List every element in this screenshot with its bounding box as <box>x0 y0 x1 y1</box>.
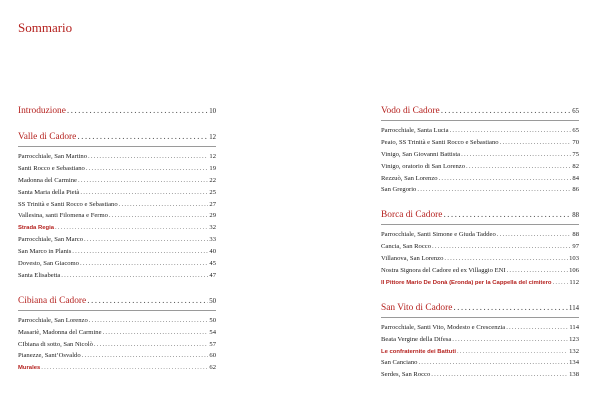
toc-entry-title: San Vito di Cadore <box>381 302 453 313</box>
toc-entry-title: Madonna del Carmine <box>18 176 77 184</box>
toc-entry <box>381 322 579 334</box>
toc-page-number: 12 <box>209 134 216 141</box>
toc-page-number: 40 <box>209 248 216 256</box>
dot-leader <box>89 315 209 327</box>
dot-leader <box>453 301 568 315</box>
dot-leader <box>88 151 208 163</box>
toc-page-number: 65 <box>572 108 579 115</box>
toc-page-number: 114 <box>569 304 579 312</box>
dot-leader <box>466 161 571 173</box>
toc-entry-title: Parrocchiale, Santi Simone e Giuda Taddeo <box>381 231 496 239</box>
dot-leader <box>497 229 572 241</box>
toc-entry <box>381 125 579 137</box>
toc-entry <box>18 350 216 362</box>
toc-entry-title: San Marco in Planis <box>18 248 72 256</box>
dot-leader <box>87 294 208 308</box>
toc-entry <box>18 199 216 211</box>
toc-entry-title: Dovesto, San Giacomo <box>18 260 79 268</box>
dot-leader <box>82 350 209 362</box>
dot-leader <box>109 210 208 222</box>
toc-entry-title: Parrocchiale, Santa Lucia <box>381 127 449 134</box>
page-title: Sommario <box>18 20 73 35</box>
section-divider <box>18 310 216 311</box>
toc-page-number: 97 <box>572 243 579 251</box>
toc-entry-title: Rezzuò, San Lorenzo <box>381 174 438 182</box>
toc-page-number: 47 <box>209 271 216 279</box>
dot-leader <box>80 258 208 270</box>
toc-entry-title: Il Pittore Mario De Donà (Eronda) per la Cappella del cimitero <box>381 279 552 286</box>
toc-page-number: 134 <box>569 359 579 367</box>
toc-page-number: 29 <box>209 212 216 220</box>
toc-page-number: 88 <box>572 212 579 220</box>
section-divider <box>381 120 579 121</box>
toc-page-number: 25 <box>209 188 216 196</box>
toc-entry <box>18 175 216 187</box>
toc-page-number: 62 <box>209 364 216 372</box>
toc-entry <box>381 229 579 241</box>
toc-entry-title: Parrocchiale, San Martino <box>18 153 88 160</box>
dot-leader <box>67 104 208 118</box>
toc-entry <box>381 265 579 277</box>
toc-feature-entry <box>381 277 579 289</box>
toc-page-number: 33 <box>209 236 216 244</box>
dot-leader <box>500 137 572 149</box>
dot-leader <box>507 265 569 277</box>
dot-leader <box>444 253 568 265</box>
toc-page-number: 27 <box>209 200 216 208</box>
dot-leader <box>432 241 571 253</box>
toc-entry <box>18 151 216 163</box>
dot-leader <box>72 246 208 258</box>
toc-entry-title: Vinigo, oratorio di San Lorenzo <box>381 162 466 170</box>
toc-page-number: 50 <box>209 316 216 324</box>
toc-page-number: 57 <box>209 340 216 348</box>
dot-leader <box>439 173 572 185</box>
toc-entry-title: Santa Elisabetta <box>18 271 61 279</box>
toc-page-number: 45 <box>209 260 216 268</box>
toc-entry-title: Santi Rocco e Sebastiano <box>18 164 85 172</box>
dot-leader <box>103 327 209 339</box>
toc-page-number: 60 <box>209 352 216 360</box>
toc-entry-title: Pianezze, Sant’Osvaldo <box>18 352 81 360</box>
toc-entry-title: Santa Maria della Pietà <box>18 188 80 196</box>
toc-page-number: 50 <box>209 297 216 305</box>
toc-entry <box>18 187 216 199</box>
dot-leader <box>506 322 568 334</box>
dot-leader <box>84 234 208 246</box>
toc-page-number: 123 <box>569 335 579 343</box>
toc-entry <box>18 234 216 246</box>
dot-leader <box>457 347 568 358</box>
toc-page-number: 103 <box>569 255 579 263</box>
toc-entry-title: Parrocchiale, Santi Vito, Modesto e Crescenzia <box>381 323 506 331</box>
dot-leader <box>461 149 571 161</box>
toc-entry <box>381 241 579 253</box>
toc-column-right <box>381 104 579 381</box>
toc-entry <box>381 369 579 381</box>
dot-leader <box>443 208 571 222</box>
toc-entry <box>18 246 216 258</box>
toc-entry <box>381 137 579 149</box>
toc-entry-title: Serdes, San Rocco <box>381 371 431 379</box>
toc-entry <box>381 173 579 185</box>
toc-page-number: 106 <box>569 267 579 275</box>
toc-entry-title: Cibiana di Cadore <box>18 295 87 306</box>
toc-entry-title: San Canciano <box>381 359 418 367</box>
toc-feature-entry <box>18 362 216 374</box>
toc-section-entry <box>381 104 579 118</box>
toc-entry <box>18 163 216 175</box>
toc-entry-title: Introduzione <box>18 106 66 116</box>
toc-page-number: 112 <box>569 278 579 286</box>
toc-entry-title: Beata Vergine della Difesa <box>381 335 452 343</box>
toc-entry <box>381 161 579 173</box>
toc-section-entry <box>18 294 216 308</box>
dot-leader <box>61 270 208 282</box>
toc-page-number: 88 <box>572 231 579 239</box>
toc-entry-title: Nostra Signora del Cadore ed ex Villaggio ENI <box>381 267 506 275</box>
toc-page-number: 19 <box>209 164 216 172</box>
toc-entry <box>18 315 216 327</box>
toc-entry-title: Vinigo, San Giovanni Battista <box>381 150 461 158</box>
toc-entry-title: Borca di Cadore <box>381 210 443 221</box>
toc-page-number: 82 <box>572 162 579 170</box>
toc-entry-title: Villanova, San Lorenzo <box>381 255 444 263</box>
toc-entry-title: San Gregorio <box>381 186 417 194</box>
toc-entry <box>18 210 216 222</box>
toc-page-number: 70 <box>572 138 579 146</box>
dot-leader <box>80 187 208 199</box>
dot-leader <box>55 223 208 234</box>
dot-leader <box>450 125 572 137</box>
toc-entry-title: Vallesina, santi Filomena e Fermo <box>18 212 108 220</box>
toc-entry-title: Cancia, San Rocco <box>381 243 431 251</box>
toc-entry <box>18 270 216 282</box>
toc-entry-title: CIbiana di sotto, San Nicolò <box>18 340 93 348</box>
dot-leader <box>417 184 571 196</box>
toc-entry <box>18 339 216 351</box>
section-divider <box>18 146 216 147</box>
toc-page-number: 75 <box>572 150 579 158</box>
toc-entry-title: Le confraternite dei Battuti <box>381 348 456 355</box>
toc-page-number: 138 <box>569 371 579 379</box>
section-divider <box>381 317 579 318</box>
toc-page-number: 84 <box>572 174 579 182</box>
toc-entry <box>381 334 579 346</box>
toc-section-entry <box>381 301 579 315</box>
toc-entry <box>381 253 579 265</box>
dot-leader <box>452 334 568 346</box>
dot-leader <box>86 163 209 175</box>
dot-leader <box>94 339 209 351</box>
section-divider <box>381 224 579 225</box>
toc-section-entry <box>18 104 216 118</box>
dot-leader <box>431 369 568 381</box>
dot-leader <box>119 199 209 211</box>
toc-feature-entry <box>381 346 579 358</box>
toc-page-number: 10 <box>209 108 216 115</box>
toc-entry <box>381 357 579 369</box>
toc-page-number: 54 <box>209 328 216 336</box>
dot-leader <box>41 363 208 374</box>
toc-entry-title: Murales <box>18 365 41 372</box>
toc-column-left <box>18 104 216 374</box>
dot-leader <box>78 175 208 187</box>
toc-entry <box>381 184 579 196</box>
toc-entry-title: Valle di Cadore <box>18 132 77 142</box>
toc-page-number: 32 <box>209 224 216 232</box>
dot-leader <box>418 357 568 369</box>
toc-feature-entry <box>18 222 216 234</box>
toc-page-number: 22 <box>209 176 216 184</box>
toc-page-number: 86 <box>572 186 579 194</box>
toc-entry <box>381 149 579 161</box>
toc-page-number: 12 <box>209 153 216 160</box>
toc-entry-title: SS Trinità e Santi Rocco e Sebastiano <box>18 200 118 208</box>
toc-entry <box>18 258 216 270</box>
toc-entry-title: Parrocchiale, San Marco <box>18 236 83 244</box>
dot-leader <box>441 104 572 118</box>
toc-entry <box>18 327 216 339</box>
toc-entry-title: Strada Regia <box>18 225 55 232</box>
dot-leader <box>553 278 569 289</box>
toc-page-number: 132 <box>569 347 579 355</box>
dot-leader <box>77 130 208 144</box>
toc-entry-title: Peaio, SS Trinità e Santi Rocco e Sebastiano <box>381 138 499 146</box>
toc-entry-title: Masariè, Madonna del Carmine <box>18 328 102 336</box>
toc-section-entry <box>18 130 216 144</box>
toc-entry-title: Vodo di Cadore <box>381 106 440 116</box>
toc-page-number: 65 <box>572 127 579 134</box>
toc-entry-title: Parrocchiale, San Lorenzo <box>18 316 88 324</box>
toc-section-entry <box>381 208 579 222</box>
toc-page-number: 114 <box>569 323 579 331</box>
